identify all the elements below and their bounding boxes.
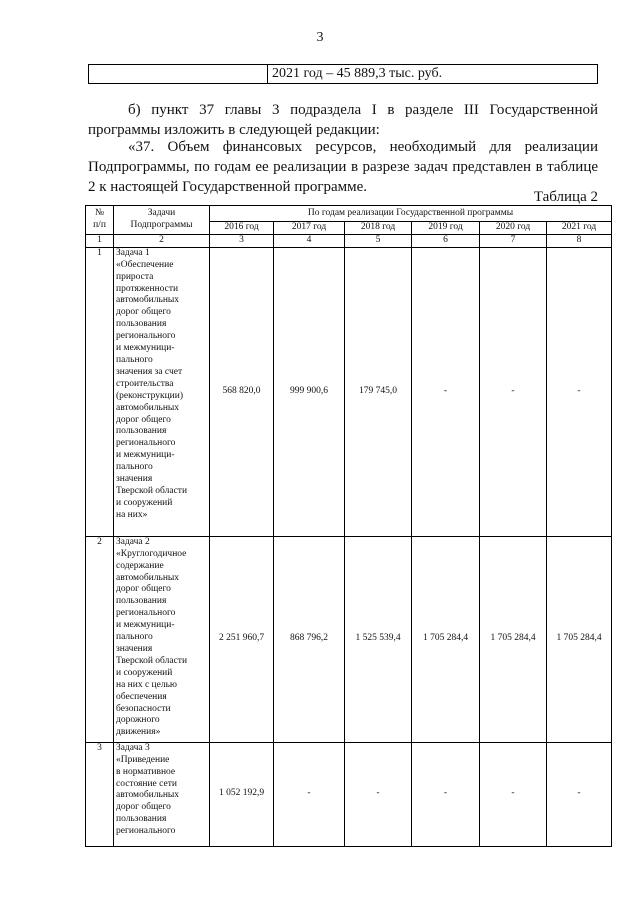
value-cell: - xyxy=(274,742,345,846)
value-cell: 999 900,6 xyxy=(274,247,345,536)
header-year: 2020 год xyxy=(480,222,547,235)
header-years-group: По годам реализации Государственной программы xyxy=(210,206,612,222)
value-cell: 868 796,2 xyxy=(274,536,345,742)
previous-table-fragment xyxy=(88,64,598,84)
value-cell: 2 251 960,7 xyxy=(210,536,274,742)
table-row xyxy=(86,247,612,536)
header-year: 2016 год xyxy=(210,222,274,235)
value-cell: 1 705 284,4 xyxy=(412,536,480,742)
fragment-left-cell xyxy=(89,65,268,84)
column-index: 2 xyxy=(114,234,210,247)
value-cell: - xyxy=(547,247,612,536)
column-index: 1 xyxy=(86,234,114,247)
value-cell: - xyxy=(480,742,547,846)
financing-paragraph: «37. Объем финансовых ресурсов, необходимый для реализации Подпрограммы, по годам ее реализации в разрезе задач представлен в таблице 2 к настоящей Государственной программе. xyxy=(88,139,598,195)
row-number: 1 xyxy=(86,247,114,536)
row-number: 3 xyxy=(86,742,114,846)
header-year: 2017 год xyxy=(274,222,345,235)
task-description: Задача 2 «Круглогодичное содержание автомобильных дорог общего пользования регионального и межмуници- пального значения Тверской области и сооружений на них с целью обеспечения безопасности дорожного движения» xyxy=(114,536,210,742)
column-index: 8 xyxy=(547,234,612,247)
value-cell: - xyxy=(480,247,547,536)
value-cell: 1 705 284,4 xyxy=(480,536,547,742)
header-year: 2021 год xyxy=(547,222,612,235)
column-index: 7 xyxy=(480,234,547,247)
value-cell: 1 525 539,4 xyxy=(345,536,412,742)
header-year: 2019 год xyxy=(412,222,480,235)
column-index: 6 xyxy=(412,234,480,247)
row-number: 2 xyxy=(86,536,114,742)
column-index: 3 xyxy=(210,234,274,247)
amendment-paragraph: б) пункт 37 главы 3 подраздела I в разделе III Государственной программы изложить в следующей редакции: xyxy=(88,102,598,138)
column-index: 4 xyxy=(274,234,345,247)
financing-table xyxy=(85,205,612,847)
page-number: 3 xyxy=(316,30,324,45)
table-row xyxy=(86,742,612,846)
fragment-value-cell: 2021 год – 45 889,3 тыс. руб. xyxy=(268,65,598,84)
value-cell: 1 705 284,4 xyxy=(547,536,612,742)
value-cell: - xyxy=(412,742,480,846)
value-cell: - xyxy=(547,742,612,846)
value-cell: - xyxy=(412,247,480,536)
value-cell: 568 820,0 xyxy=(210,247,274,536)
value-cell: - xyxy=(345,742,412,846)
task-description: Задача 3 «Приведение в нормативное состояние сети автомобильных дорог общего пользования регионального xyxy=(114,742,210,846)
header-number: № п/п xyxy=(86,206,114,235)
column-index: 5 xyxy=(345,234,412,247)
table-row xyxy=(86,536,612,742)
table-caption: Таблица 2 xyxy=(533,189,598,205)
header-year: 2018 год xyxy=(345,222,412,235)
task-description: Задача 1 «Обеспечение прироста протяженности автомобильных дорог общего пользования регионального и межмуници- пального значения за счет строительства (реконструкции) автомобильных дорог общего пользования регионального и межмуници- пального значения Тверской области и сооружений на них» xyxy=(114,247,210,536)
value-cell: 1 052 192,9 xyxy=(210,742,274,846)
value-cell: 179 745,0 xyxy=(345,247,412,536)
header-tasks: Задачи Подпрограммы xyxy=(114,206,210,235)
